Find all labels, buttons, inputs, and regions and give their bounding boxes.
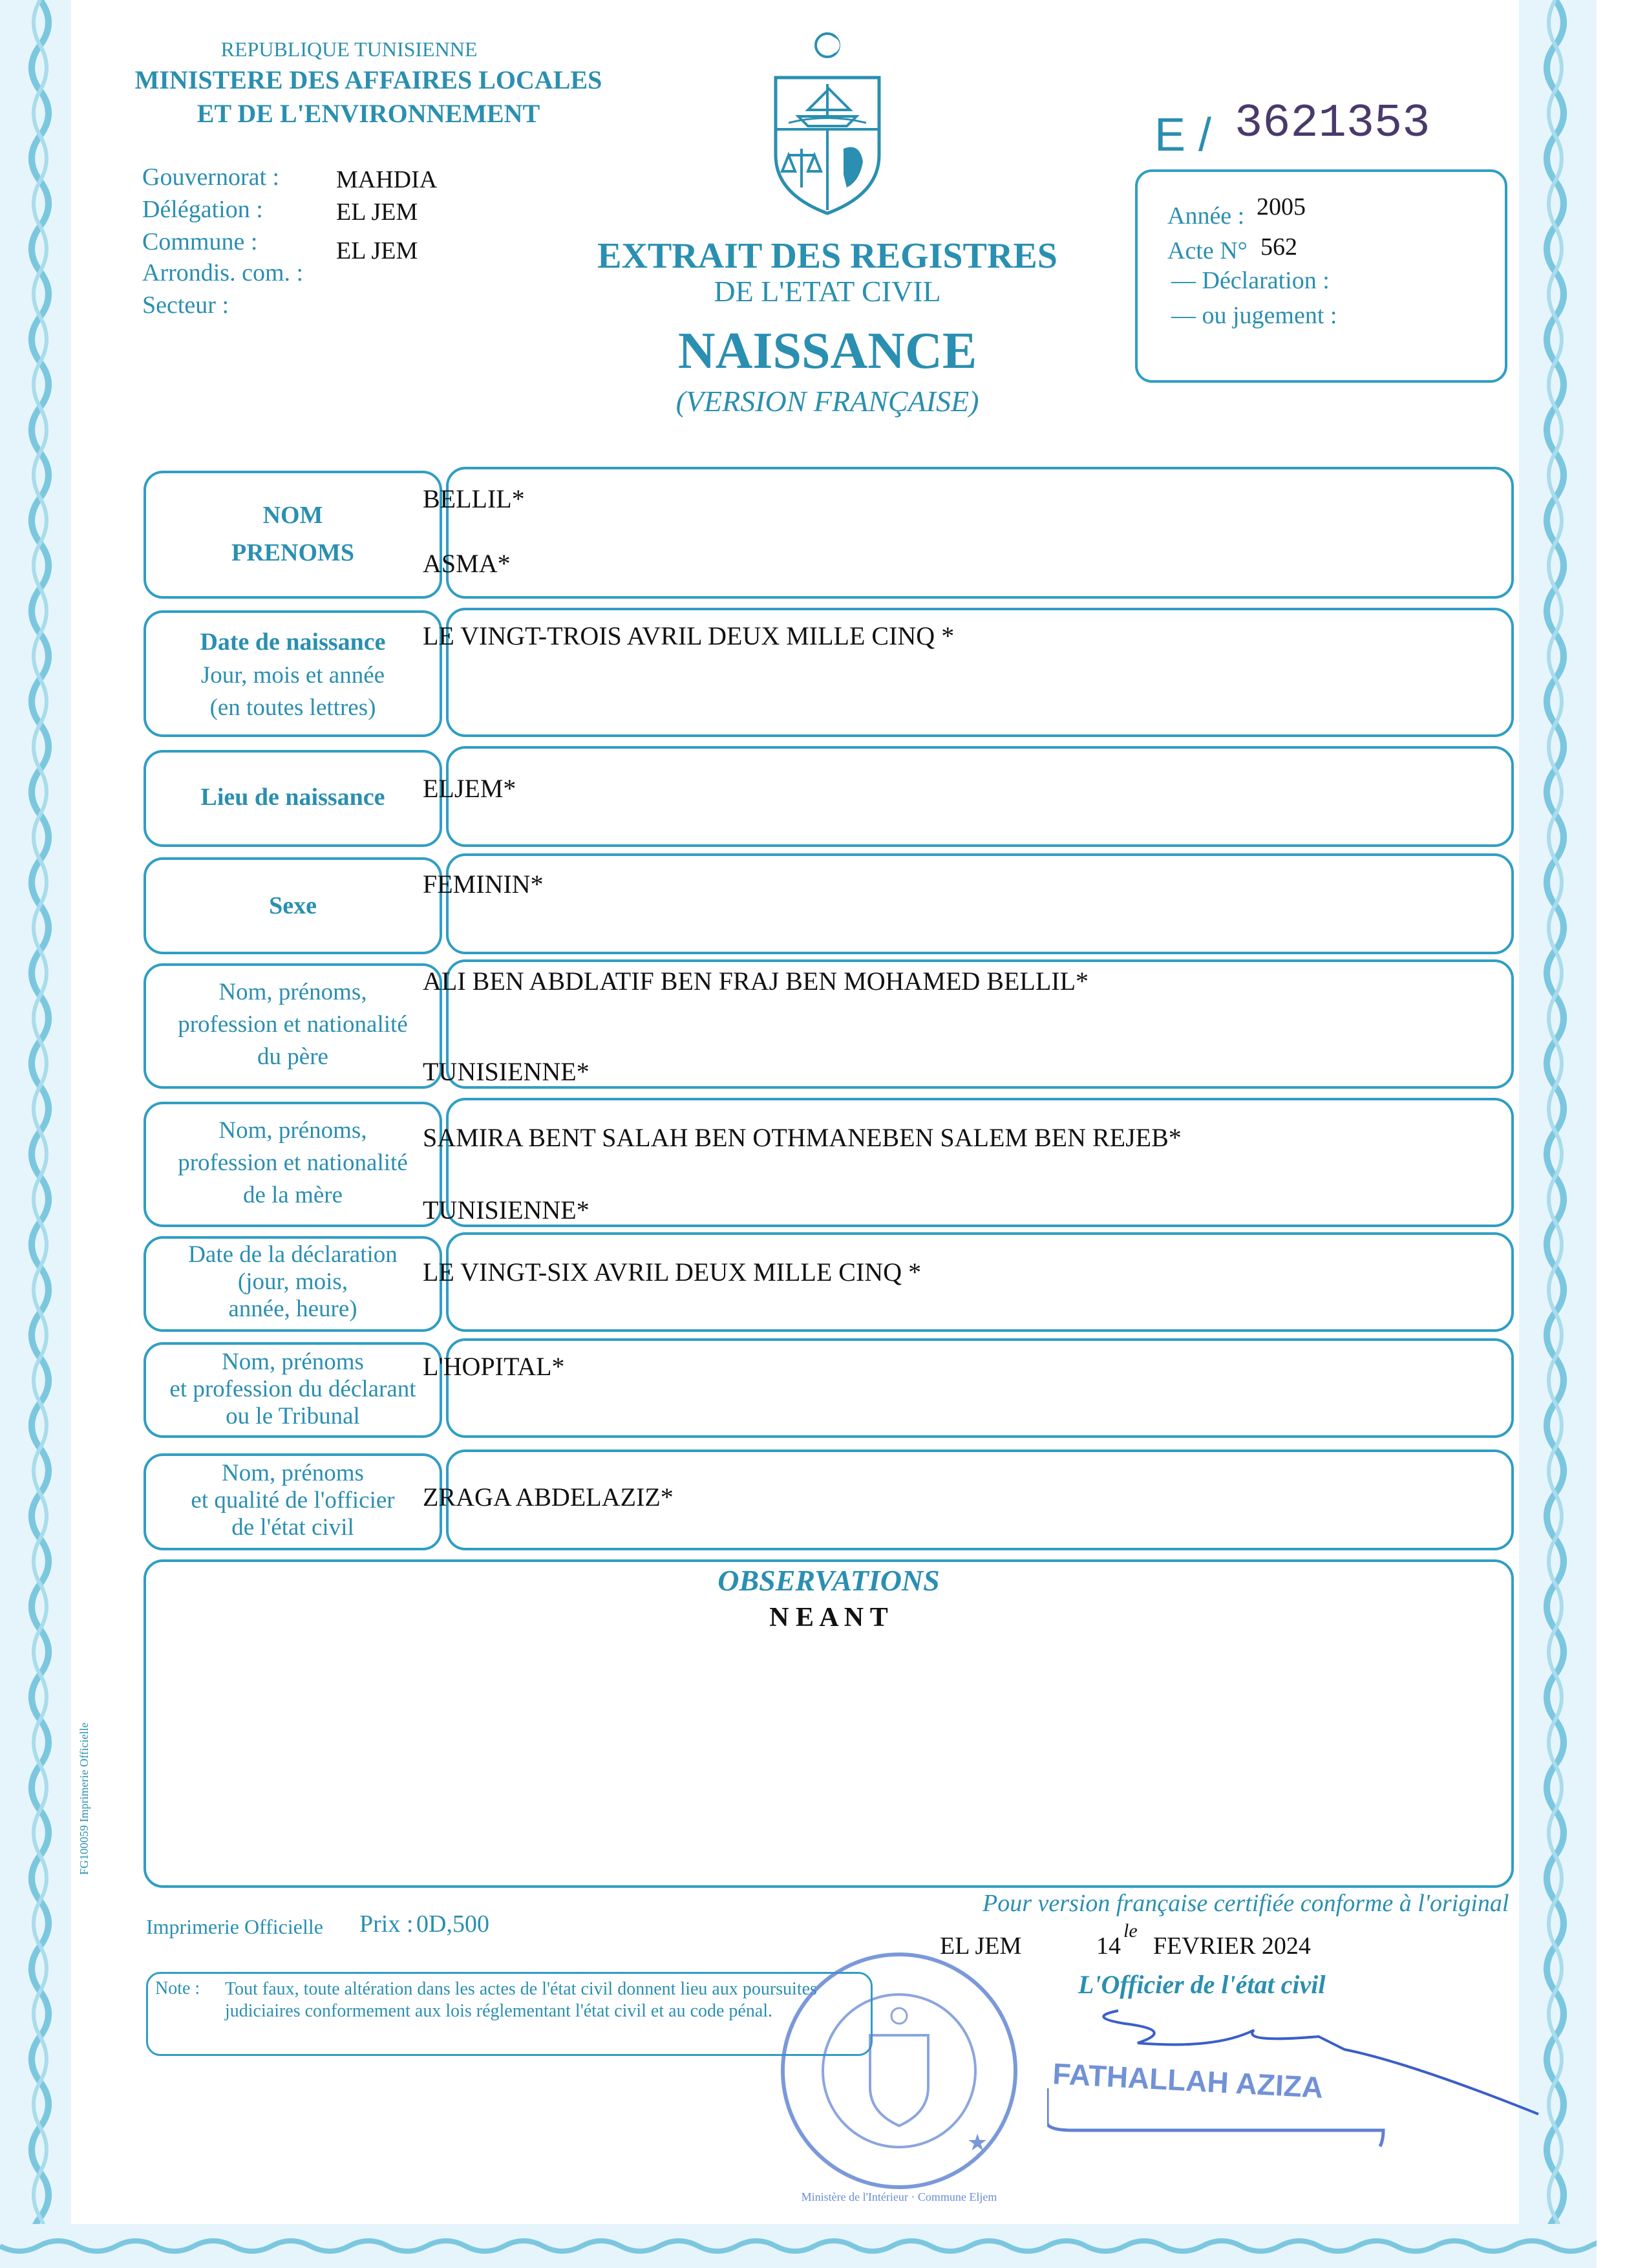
officer-title: L'Officier de l'état civil — [1078, 1970, 1326, 1999]
declarant-label3: ou le Tribunal — [226, 1403, 360, 1429]
lieu-label: Lieu de naissance — [200, 784, 385, 811]
mere-value-box — [446, 1098, 1514, 1227]
commune-value: EL JEM — [336, 237, 418, 264]
title-line1: EXTRAIT DES REGISTRES — [597, 236, 1057, 276]
date-day-suffix: le — [1123, 1920, 1138, 1942]
ministry-line1: MINISTERE DES AFFAIRES LOCALES — [134, 65, 602, 94]
mere-nationality-value: TUNISIENNE* — [423, 1195, 590, 1225]
mere-label1: Nom, prénoms, — [218, 1117, 367, 1144]
pere-label2: profession et nationalité — [178, 1011, 408, 1038]
pere-label3: du père — [257, 1043, 328, 1070]
officier-label3: de l'état civil — [231, 1514, 354, 1541]
side-printer-code: FG100059 Imprimerie Officielle — [78, 1722, 90, 1875]
pere-nationality-value: TUNISIENNE* — [423, 1057, 590, 1086]
mere-name-value: SAMIRA BENT SALAH BEN OTHMANEBEN SALEM BEN REJEB* — [423, 1123, 1182, 1152]
printer-label: Imprimerie Officielle — [146, 1915, 323, 1938]
acte-value: 562 — [1260, 233, 1297, 261]
date-day: 14 — [1096, 1932, 1121, 1960]
date-month-year: FEVRIER 2024 — [1153, 1932, 1311, 1960]
observations-title: OBSERVATIONS — [717, 1564, 940, 1597]
declaration-label: — Déclaration : — [1171, 267, 1330, 294]
secteur-label: Secteur : — [142, 292, 229, 319]
title-main: NAISSANCE — [677, 323, 977, 380]
gouvernorat-label: Gouvernorat : — [142, 164, 280, 191]
delegation-value: EL JEM — [336, 198, 418, 226]
acte-label: Acte N° — [1167, 237, 1248, 264]
pere-name-value: ALI BEN ABDLATIF BEN FRAJ BEN MOHAMED BELLIL* — [423, 967, 1089, 996]
observations-value: N E A N T — [769, 1603, 888, 1632]
prenoms-value: ASMA* — [423, 549, 511, 578]
price-label: Prix : — [359, 1910, 414, 1938]
date-naissance-value: LE VINGT-TROIS AVRIL DEUX MILLE CINQ * — [423, 621, 955, 650]
declarant-label1: Nom, prénoms — [222, 1349, 364, 1375]
declarant-label2: et profession du déclarant — [169, 1376, 416, 1402]
title-version: (VERSION FRANÇAISE) — [675, 385, 979, 418]
nom-value-box — [446, 467, 1514, 599]
sexe-value: FEMININ* — [423, 870, 544, 899]
stamp-ring-text: Ministère de l'Intérieur · Commune Eljem — [801, 2190, 997, 2203]
note-prefix: Note : — [155, 1978, 200, 1998]
commune-label: Commune : — [142, 228, 258, 255]
declarant-value-box — [446, 1338, 1514, 1438]
note-text: Tout faux, toute altération dans les actes de l'état civil donnent lieu aux poursuites judiciaires conformement aux lois réglementant l'état civil et au code pénal. — [225, 1979, 817, 2021]
lieu-value: ELJEM* — [423, 774, 516, 803]
sexe-value-box — [446, 853, 1514, 954]
annee-value: 2005 — [1257, 193, 1306, 220]
left-wave-border — [0, 0, 71, 2268]
officier-label1: Nom, prénoms — [222, 1460, 364, 1486]
serial-prefix: E / — [1154, 109, 1212, 161]
certified-text: Pour version française certifiée conforme à l'original — [983, 1890, 1509, 1917]
coat-of-arms-emblem — [763, 26, 892, 220]
declaration-row-label1: Date de la déclaration — [188, 1241, 398, 1268]
mere-label2: profession et nationalité — [178, 1150, 408, 1176]
date-naissance-sublabel1: Jour, mois et année — [200, 662, 385, 689]
price-value: 0D,500 — [416, 1910, 489, 1938]
declaration-row-label2: (jour, mois, — [237, 1268, 348, 1295]
title-line2: DE L'ETAT CIVIL — [714, 275, 941, 308]
prenoms-label: PRENOMS — [231, 539, 354, 566]
jugement-label: — ou jugement : — [1171, 302, 1337, 329]
svg-text:★: ★ — [967, 2130, 988, 2156]
officier-value: ZRAGA ABDELAZIZ* — [423, 1482, 674, 1512]
gouvernorat-value: MAHDIA — [336, 166, 438, 193]
officier-label2: et qualité de l'officier — [191, 1487, 395, 1514]
annee-label: Année : — [1167, 202, 1245, 230]
date-naissance-sublabel2: (en toutes lettres) — [209, 694, 376, 721]
declaration-row-label3: année, heure) — [228, 1296, 357, 1322]
republic-label: REPUBLIQUE TUNISIENNE — [220, 37, 478, 61]
declarant-value: L'HOPITAL* — [423, 1352, 565, 1381]
declaration-row-value: LE VINGT-SIX AVRIL DEUX MILLE CINQ * — [423, 1257, 922, 1287]
mere-label3: de la mère — [242, 1182, 343, 1208]
place-value: EL JEM — [940, 1932, 1022, 1960]
right-wave-border — [1519, 0, 1597, 2268]
ministry-line2: ET DE L'ENVIRONNEMENT — [197, 99, 540, 128]
delegation-label: Délégation : — [142, 196, 263, 223]
serial-number: 3621353 — [1235, 97, 1430, 150]
municipal-stamp — [773, 1945, 1025, 2197]
sexe-label: Sexe — [269, 892, 317, 919]
signature-name: FATHALLAH AZIZA — [1052, 2056, 1324, 2104]
nom-label: NOM — [262, 502, 323, 529]
bottom-wave-border — [0, 2224, 1597, 2268]
pere-label1: Nom, prénoms, — [218, 979, 367, 1005]
nom-value: BELLIL* — [423, 484, 525, 513]
arrondis-label: Arrondis. com. : — [142, 259, 304, 286]
date-naissance-label: Date de naissance — [200, 628, 386, 656]
nom-label-box — [143, 471, 442, 599]
lieu-value-box — [446, 746, 1514, 847]
